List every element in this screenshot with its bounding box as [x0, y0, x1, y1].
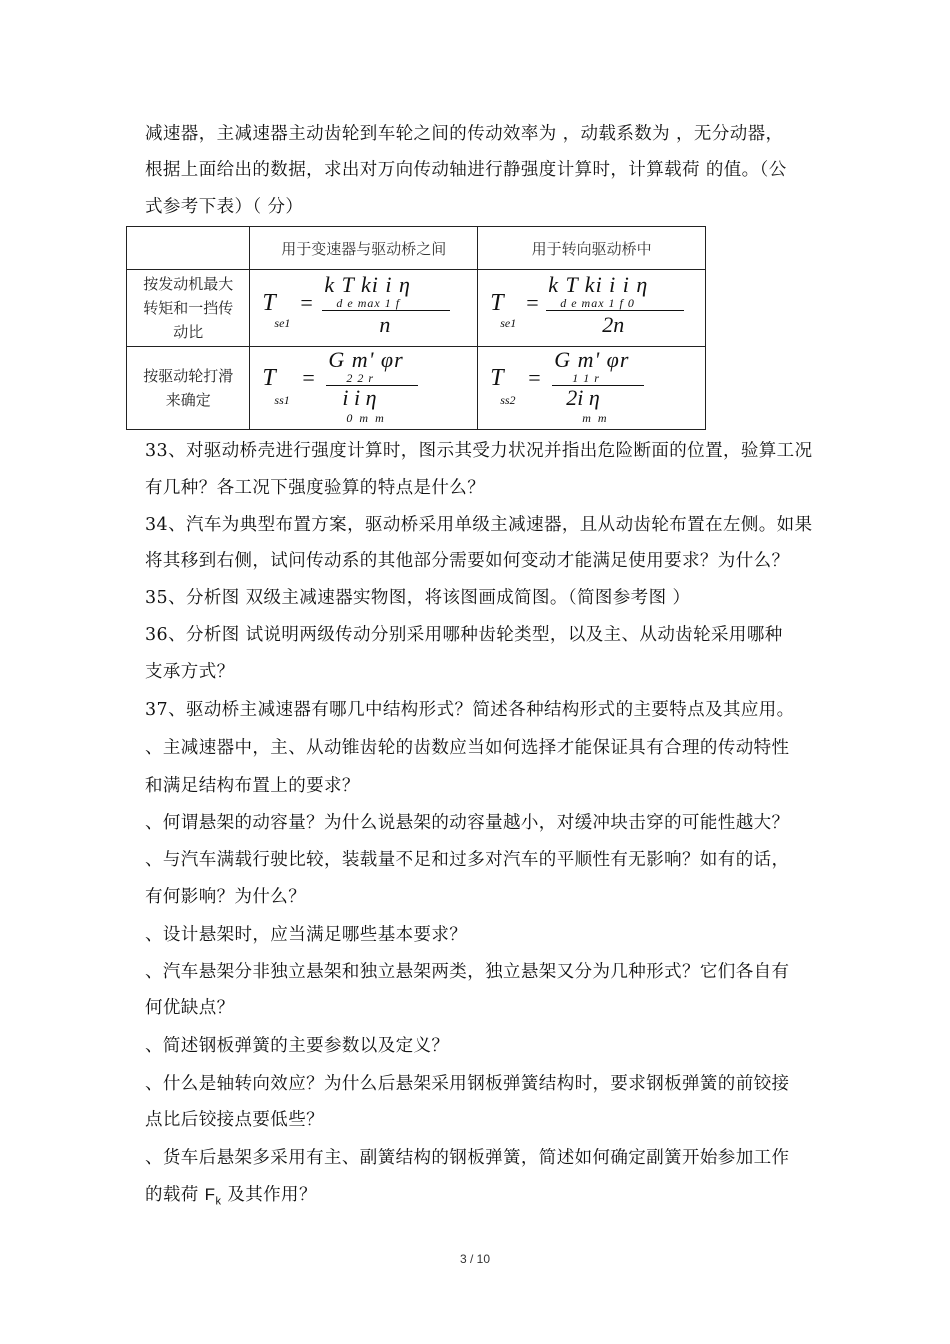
question-38-line2: 和满足结构布置上的要求？	[145, 776, 360, 796]
row-label-engine-torque: 按发动机最大 转矩和一挡传 动比	[127, 270, 250, 347]
question-38-line1: 、主减速器中，主、从动锥齿轮的齿数应当如何选择才能保证具有合理的传动特性	[145, 738, 790, 758]
question-33-line1: 33、对驱动桥壳进行强度计算时，图示其受力状况并指出危险断面的位置，验算工况	[145, 441, 813, 461]
question-34-line1: 34、汽车为典型布置方案，驱动桥采用单级主减速器，且从动齿轮布置在左侧。如果	[145, 515, 813, 535]
text-line: 减速器，主减速器主动齿轮到车轮之间的传动效率为 ，动载系数为 ，无分动器，	[145, 124, 784, 144]
question-40-line1: 、与汽车满载行驶比较，装载量不足和过多对汽车的平顺性有无影响？如有的话，	[145, 850, 790, 870]
question-42-line2: 何优缺点？	[145, 998, 235, 1018]
question-36-line2: 支承方式？	[145, 662, 235, 682]
question-33-line2: 有几种？各工况下强度验算的特点是什么？	[145, 478, 486, 498]
formula-table	[126, 226, 706, 430]
text-line: 根据上面给出的数据，求出对万向传动轴进行静强度计算时，计算载荷 的值。（公	[145, 160, 787, 180]
formula-tse1-steer-axle: T se1 = k T ki i i η d e max 1 f 0 2n	[478, 270, 706, 347]
question-41: 、设计悬架时，应当满足哪些基本要求？	[145, 925, 468, 945]
question-35: 35、分析图 双级主减速器实物图，将该图画成简图。（简图参考图 ）	[145, 588, 691, 608]
row-label-wheel-slip: 按驱动轮打滑 来确定	[127, 347, 250, 430]
text-line: 式参考下表）（ 分）	[145, 197, 304, 217]
question-40-line2: 有何影响？为什么？	[145, 887, 307, 907]
question-45-line2: 的载荷 $F_k$ 及其作用？	[145, 1185, 317, 1208]
question-45-line1: 、货车后悬架多采用有主、副簧结构的钢板弹簧，简述如何确定副簧开始参加工作	[145, 1148, 790, 1168]
table-header-steer-drive-axle: 用于转向驱动桥中	[478, 227, 706, 270]
table-header-transmission-axle: 用于变速器与驱动桥之间	[250, 227, 478, 270]
fk-symbol: $F_k$	[204, 1185, 222, 1208]
question-37: 37、驱动桥主减速器有哪几中结构形式？简述各种结构形式的主要特点及其应用。	[145, 700, 795, 720]
question-43: 、简述钢板弹簧的主要参数以及定义？	[145, 1036, 450, 1056]
question-39: 、何谓悬架的动容量？为什么说悬架的动容量越小，对缓冲块击穿的可能性越大？	[145, 813, 790, 833]
question-44-line2: 点比后铰接点要低些？	[145, 1110, 324, 1130]
formula-tss2-steer-axle: T ss2 = G m' φr 1 1 r 2i η m m	[478, 347, 706, 430]
formula-tse1-transmission: T se1 = k T ki i η d e max 1 f n	[250, 270, 478, 347]
question-36-line1: 36、分析图 试说明两级传动分别采用哪种齿轮类型，以及主、从动齿轮采用哪种	[145, 625, 783, 645]
table-header-empty	[127, 227, 250, 270]
question-42-line1: 、汽车悬架分非独立悬架和独立悬架两类，独立悬架又分为几种形式？它们各自有	[145, 962, 790, 982]
page-number: 3 / 10	[459, 1252, 491, 1266]
formula-tss1-transmission: T ss1 = G m' φr 2 2 r i i η 0 m m	[250, 347, 478, 430]
question-34-line2: 将其移到右侧，试问传动系的其他部分需要如何变动才能满足使用要求？为什么？	[145, 551, 790, 571]
question-44-line1: 、什么是轴转向效应？为什么后悬架采用钢板弹簧结构时，要求钢板弹簧的前铰接	[145, 1074, 790, 1094]
